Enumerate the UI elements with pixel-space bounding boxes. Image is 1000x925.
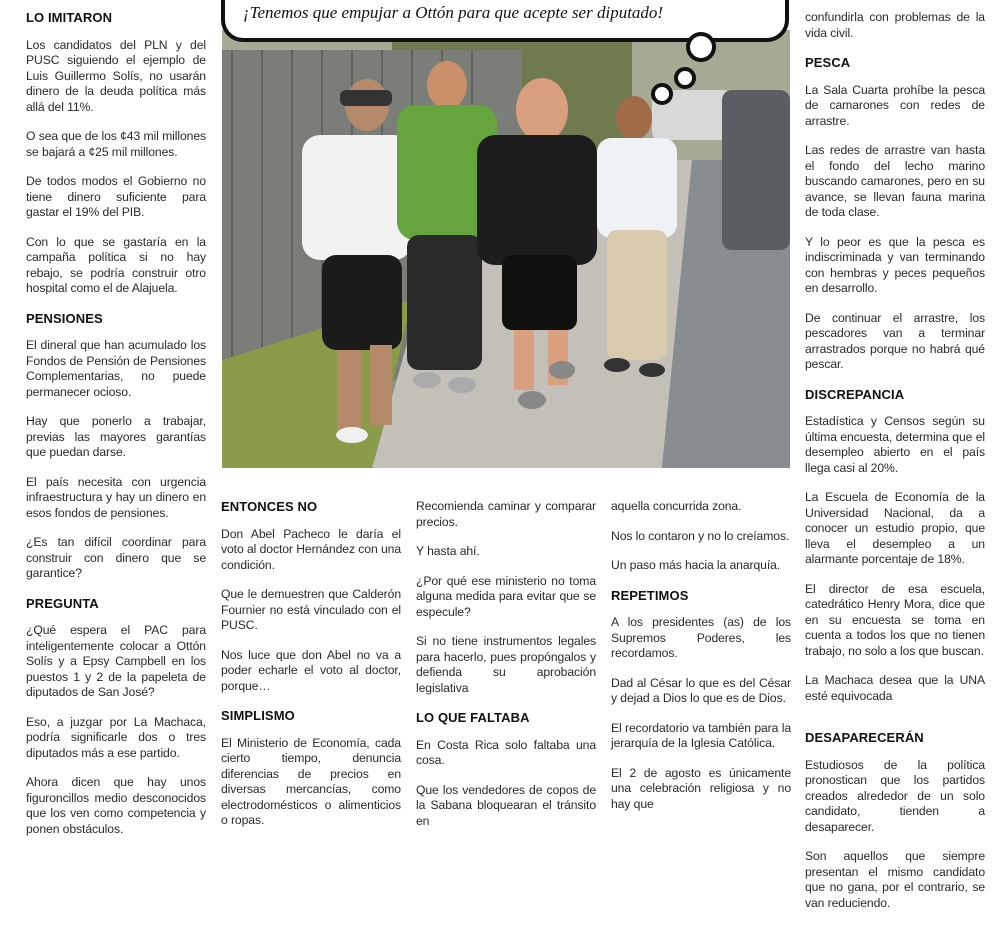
paragraph: Si no tiene instrumentos legales para hacerlo, pues propóngalos y defienda su aprobación legislativa (416, 634, 596, 695)
paragraph: Ahora dicen que hay unos figuroncillos medio desconocidos que los ven como competencia y ponen obstáculos. (26, 775, 206, 836)
heading-pensiones: PENSIONES (26, 310, 103, 326)
column-3 (416, 499, 596, 843)
paragraph: El recordatorio va también para la jerarquía de la Iglesia Católica. (611, 720, 791, 750)
paragraph: Las redes de arrastre van hasta el fondo del lecho marino buscando camarones, pero en su avance, se llevan fauna marina de toda clase. (805, 143, 985, 219)
heading-entonces-no: ENTONCES NO (221, 499, 318, 514)
column-4 (611, 499, 791, 826)
paragraph: Y hasta ahí. (416, 544, 480, 558)
paragraph: ¿Qué espera el PAC para inteligentemente colocar a Ottón Solís y a Epsy Campbell en los puestos 1 y 2 de la papeleta de diputados de San José? (26, 623, 206, 699)
column-1 (26, 10, 206, 851)
paragraph: El Ministerio de Economía, cada cierto tiempo, denuncia diferencias de precios en diversas mercancías, como electrodomésticos o alimenticios o ropas. (221, 735, 401, 827)
paragraph: Que le demuestren que Calderón Fournier no está vinculado con el PUSC. (221, 587, 401, 632)
paragraph: El director de esa escuela, catedrático Henry Mora, dice que en su encuesta se toma en cuenta a todos los que no tienen trabajo, no solo a los que buscan. (805, 581, 985, 658)
paragraph: Estadística y Censos según su última encuesta, determina que el desempleo abierto en el país llega casi al 20%. (805, 414, 985, 475)
paragraph: ¿Por qué ese ministerio no toma alguna medida para evitar que se especule? (416, 573, 596, 619)
heading-simplismo: SIMPLISMO (221, 708, 295, 723)
heading-desapareceran: DESAPARECERÁN (805, 730, 924, 745)
paragraph: De todos modos el Gobierno no tiene dinero suficiente para gastar el 19% del PIB. (26, 174, 206, 219)
paragraph: Y lo peor es que la pesca es indiscriminada y van terminando con hembras y peces pequeños en desarrollo. (805, 234, 985, 295)
paragraph: De continuar el arrastre, los pescadores van a terminar arrastrados porque no habrá qué pescar. (805, 310, 985, 371)
paragraph: La Machaca desea que la UNA esté equivocada (805, 673, 985, 703)
paragraph: Recomienda caminar y comparar precios. (416, 499, 596, 529)
paragraph: Nos luce que don Abel no va a poder echarle el voto al doctor, porque… (221, 647, 401, 693)
paragraph: En Costa Rica solo faltaba una cosa. (416, 737, 596, 767)
column-5 (805, 10, 985, 925)
heading-pesca: PESCA (805, 55, 851, 70)
column-2 (221, 499, 401, 843)
paragraph: El dineral que han acumulado los Fondos de Pensión de Pensiones Complementarias, no puede permanecer ocioso. (26, 338, 206, 399)
news-photo (222, 30, 790, 468)
paragraph: Son aquellos que siempre presentan el mismo candidato que no gana, por el contrario, se van reduciendo. (805, 849, 985, 910)
paragraph: Don Abel Pacheco le daría el voto al doctor Hernández con una condición. (221, 526, 401, 572)
paragraph: Los candidatos del PLN y del PUSC siguiendo el ejemplo de Luis Guillermo Solís, no usarán dinero de la deuda política más allá del 11%. (26, 37, 206, 114)
paragraph: aquella concurrida zona. (611, 499, 742, 513)
heading-lo-que-faltaba: LO QUE FALTABA (416, 710, 530, 725)
paragraph: A los presidentes (as) de los Supremos Poderes, les recordamos. (611, 615, 791, 660)
paragraph: Nos lo contaron y no lo creíamos. (611, 528, 790, 543)
thought-bubble-dot-medium (674, 67, 696, 89)
paragraph: La Sala Cuarta prohíbe la pesca de camarones con redes de arrastre. (805, 82, 985, 128)
paragraph: Dad al César lo que es del César y dejad a Dios lo que es de Dios. (611, 675, 791, 705)
paragraph: confundirla con problemas de la vida civil. (805, 10, 985, 40)
paragraph: Eso, a juzgar por La Machaca, podría significarle dos o tres diputados más a ese partido. (26, 714, 206, 760)
thought-bubble-text: ¡Tenemos que empujar a Ottón para que acepte ser diputado! (243, 3, 664, 22)
joggers-photo-illustration (222, 30, 790, 468)
paragraph: Estudiosos de la política pronostican que los partidos creados alrededor de un solo candidato, tienden a desaparecer. (805, 757, 985, 834)
paragraph: O sea que de los ¢43 mil millones se bajará a ¢25 mil millones. (26, 129, 206, 159)
paragraph: ¿Es tan difícil coordinar para construir con dinero que se garantice? (26, 535, 206, 580)
thought-bubble-dot-small (651, 83, 673, 105)
paragraph: Un paso más hacia la anarquía. (611, 558, 781, 572)
paragraph: Con lo que se gastaría en la campaña política si no hay rebajo, se podría construir otro hospital como el de Alajuela. (26, 234, 206, 295)
thought-bubble-dot-large (686, 32, 716, 62)
heading-lo-imitaron: LO IMITARON (26, 10, 113, 25)
paragraph: Hay que ponerlo a trabajar, previas las mayores garantías que puedan darse. (26, 414, 206, 459)
paragraph: Que los vendedores de copos de la Sabana bloquearan el tránsito en (416, 782, 596, 828)
paragraph: El país necesita con urgencia infraestructura y hay un dinero en esos fondos de pensiones. (26, 474, 206, 520)
paragraph: El 2 de agosto es únicamente una celebración religiosa y no hay que (611, 765, 791, 811)
paragraph: La Escuela de Economía de la Universidad Nacional, da a conocer un estudio propio, que lleva el desempleo a un alarmante porcentaje de 18%. (805, 490, 985, 566)
heading-pregunta: PREGUNTA (26, 595, 99, 611)
heading-repetimos: REPETIMOS (611, 587, 689, 603)
heading-discrepancia: DISCREPANCIA (805, 386, 905, 402)
